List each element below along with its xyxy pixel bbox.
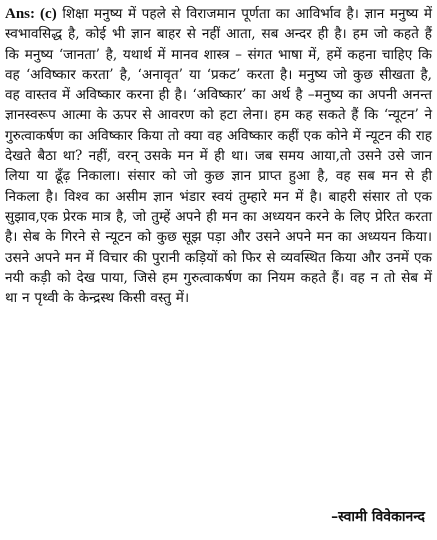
answer-label: Ans: (c) <box>5 6 57 22</box>
answer-text: शिक्षा मनुष्य में पहले से विराजमान पूर्णता का आविर्भाव है। ज्ञान मनुष्य में स्वभावसिद्ध है, कोई भी ज्ञान बाहर से नहीं आता, सब अन्दर ही है। हम जो कहते हैं कि मनुष्य ‘जानता’ है, यथार्थ में मानव शास्त्र – संगत भाषा में, हमें कहना चाहिए कि वह ‘अविष्कार करता’ है, ‘अनावृत’ या ‘प्रकट’ करता है। मनुष्य जो कुछ सीखता है, वह वास्तव में अविष्कार करना ही है। ‘अविष्कार’ का अर्थ है –मनुष्य का अपनी अनन्त ज्ञानस्वरूप आत्मा के ऊपर से आवरण को हटा लेना। हम कह सकते हैं कि ‘न्यूटन’ ने गुरुत्वाकर्षण का अविष्कार किया तो क्या वह अविष्कार कहीं एक कोने में न्यूटन की राह देखते बैठा था? नहीं, वरन् उसके मन में ही था। जब समय आया,तो उसने उसे जान लिया या ढूँढ़ निकाला। संसार को जो कुछ ज्ञान प्राप्त हुआ है, वह सब मन से ही निकला है। विश्व का असीम ज्ञान भंडार स्वयं तुम्हारे मन में है। बाहरी संसार तो एक सुझाव,एक प्रेरक मात्र है, जो तुम्हें अपने ही मन का अध्ययन करने के लिए प्रेरित करता है। सेब के गिरने से न्यूटन को कुछ सूझ पड़ा और उसने अपने मन का अध्ययन किया। उसने अपने मन में विचार की पुरानी कड़ियों को फिर से व्यवस्थित किया और उनमें एक नयी कड़ी को देख पाया, जिसे हम गुरुत्वाकर्षण का नियम कहते हैं। वह न तो सेब में था न पृथ्वी के केन्द्रस्थ किसी वस्तु में। <box>5 6 432 307</box>
answer-passage <box>5 4 432 308</box>
author-signature: –स्वामी विवेकानन्द <box>331 509 425 525</box>
